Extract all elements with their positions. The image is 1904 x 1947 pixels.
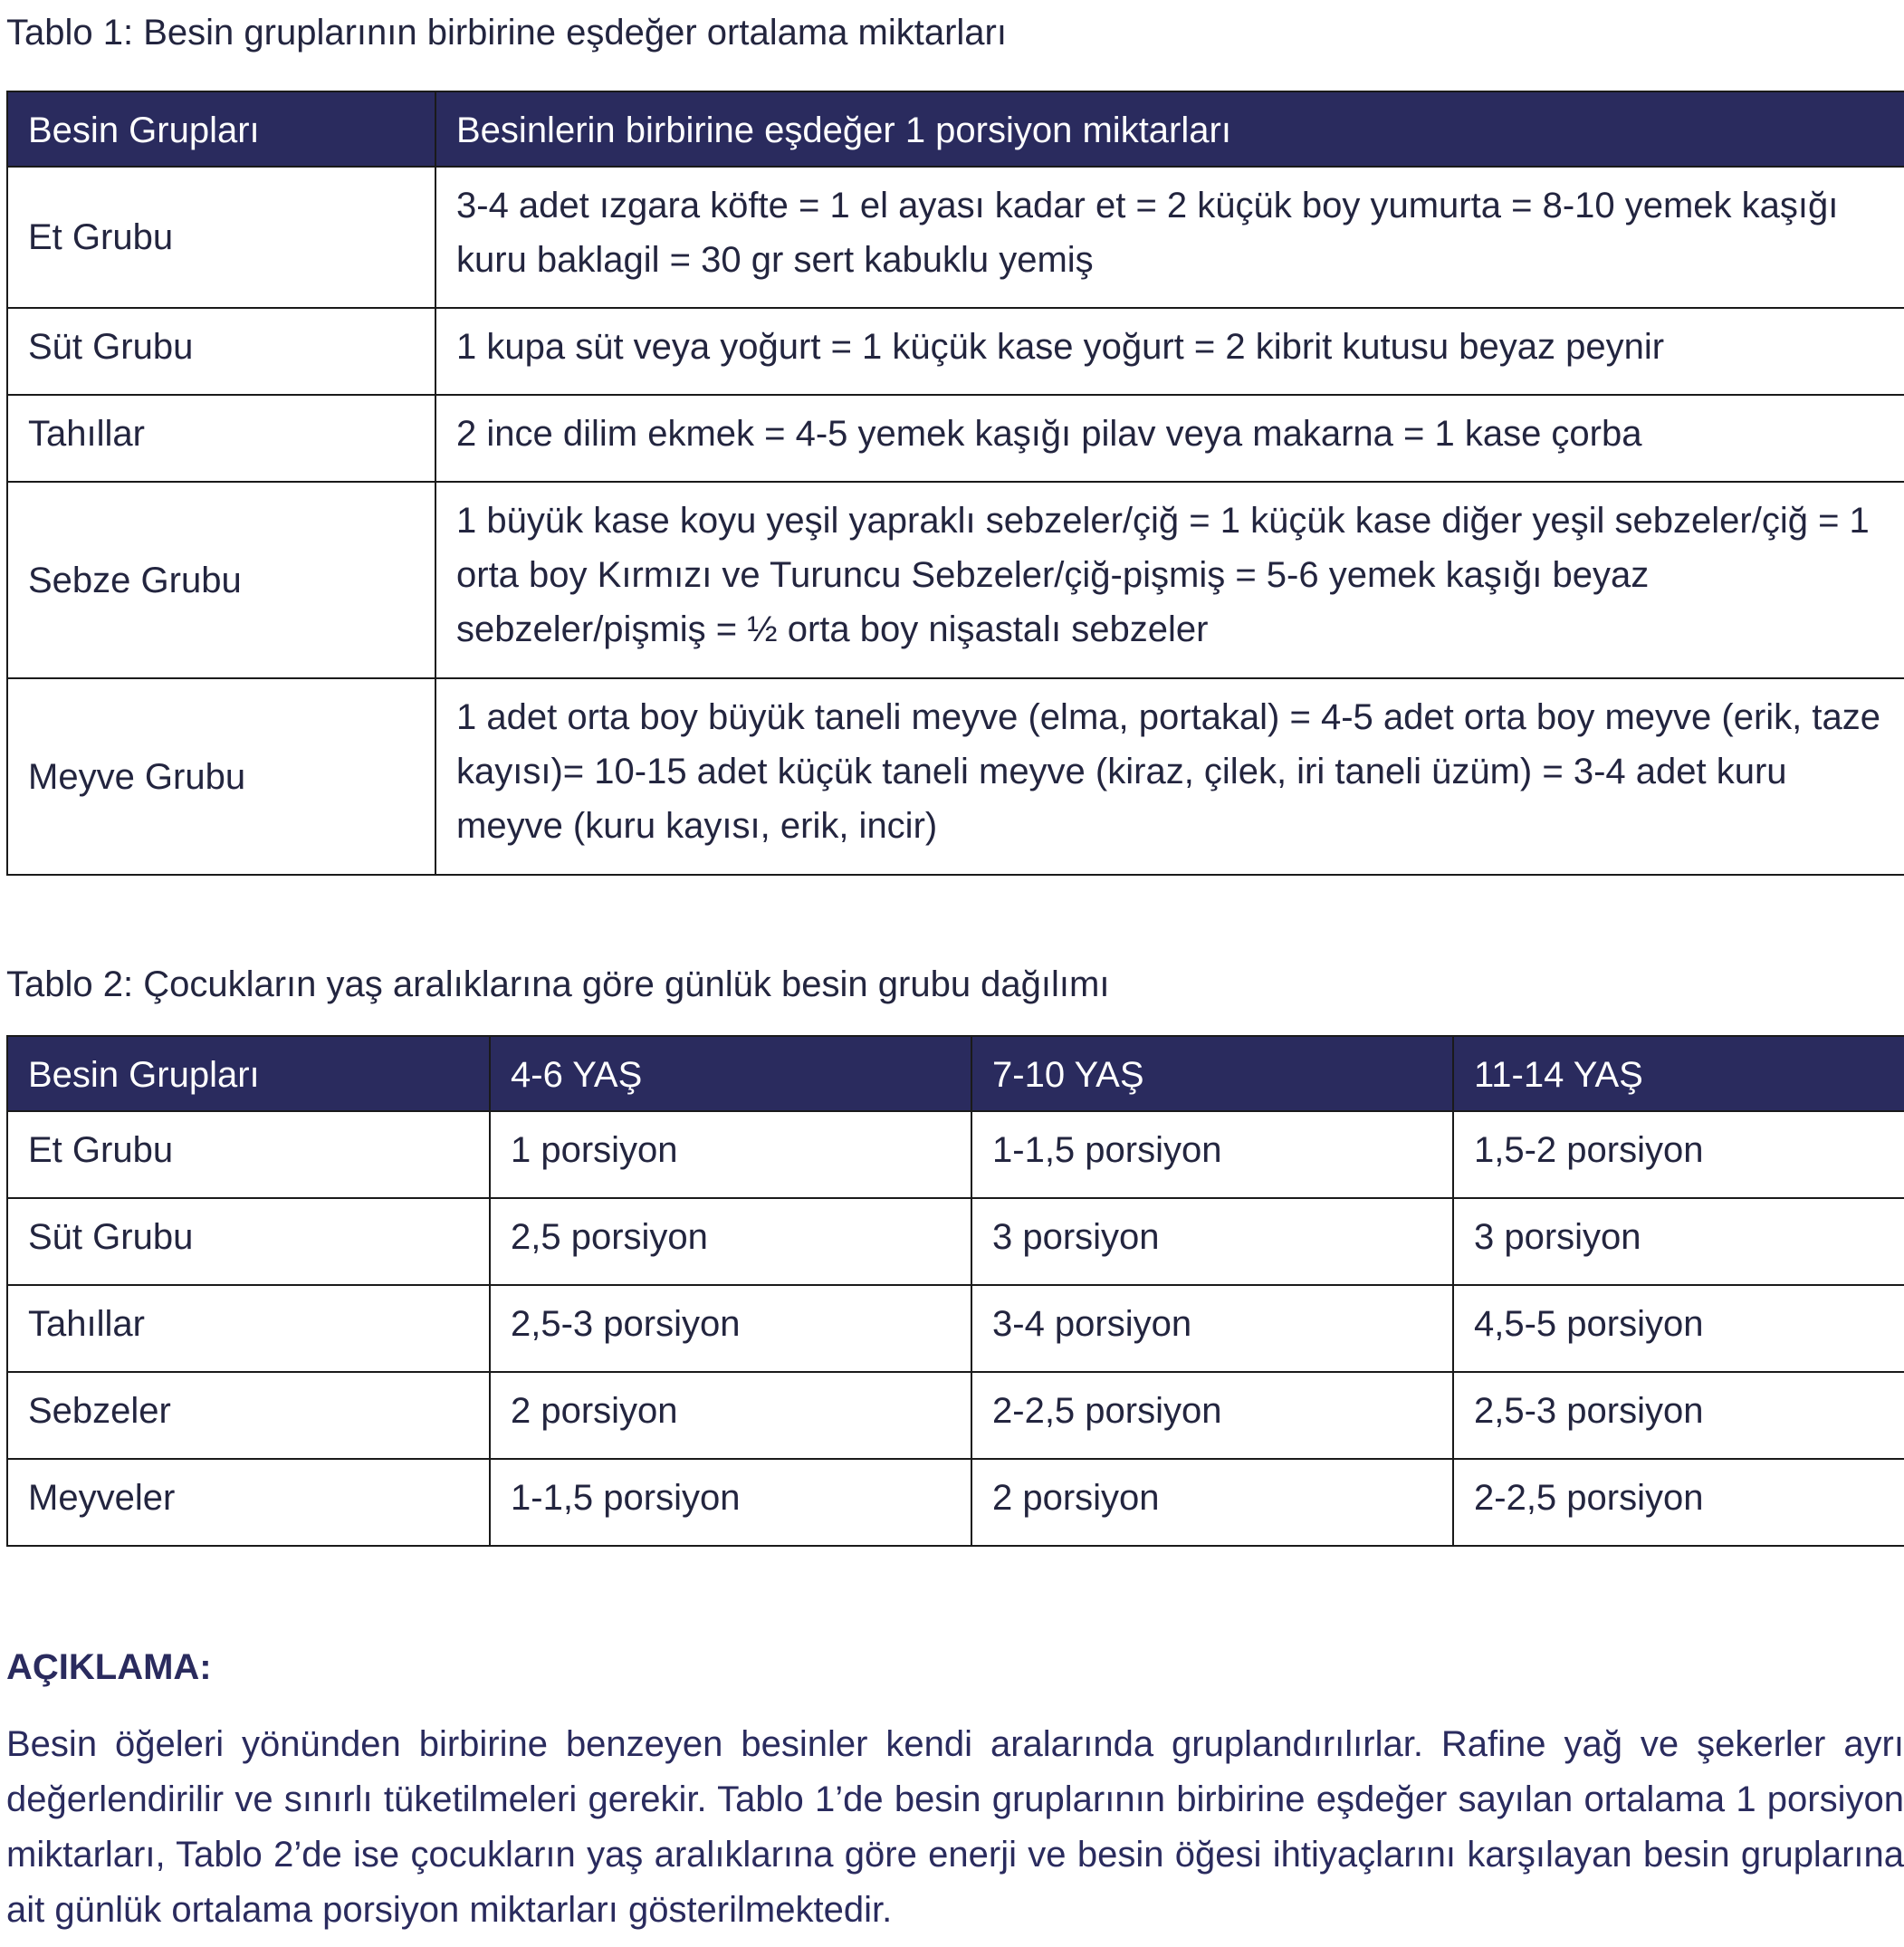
table2-cell: 1,5-2 porsiyon (1453, 1111, 1904, 1198)
table-row (7, 1372, 1904, 1459)
table2-cell: 2-2,5 porsiyon (971, 1372, 1453, 1459)
table2-cell: 2,5-3 porsiyon (1453, 1372, 1904, 1459)
table-row (7, 1459, 1904, 1546)
table2-cell: 2,5-3 porsiyon (490, 1285, 971, 1372)
table-row (7, 1198, 1904, 1285)
table2-cell: 1 porsiyon (490, 1111, 971, 1198)
table1-cell-group: Süt Grubu (7, 308, 435, 395)
table1-cell-amount: 1 kupa süt veya yoğurt = 1 küçük kase yoğurt = 2 kibrit kutusu beyaz peynir (435, 308, 1904, 395)
table2-cell: 3-4 porsiyon (971, 1285, 1453, 1372)
explanation-heading: AÇIKLAMA: (6, 1647, 212, 1687)
table2-cell: Meyveler (7, 1459, 490, 1546)
table2 (6, 1035, 1904, 1547)
table2-cell: Et Grubu (7, 1111, 490, 1198)
table-row (7, 1111, 1904, 1198)
table-row (7, 678, 1904, 875)
table2-cell: 2 porsiyon (490, 1372, 971, 1459)
table1-cell-group: Tahıllar (7, 395, 435, 482)
table1-cell-group: Sebze Grubu (7, 482, 435, 678)
explanation-paragraph: Besin öğeleri yönünden birbirine benzeyen besinler kendi aralarında gruplandırılırlar. Rafine yağ ve şekerler ayrı değerlendirilir ve sınırlı tüketilmeleri gerekir. Tablo 1’de besin gruplarının birbirine eşdeğer sayılan ortalama 1 porsiyon miktarları, Tablo 2’de ise çocukların yaş aralıklarına göre enerji ve besin öğesi ihtiyaçlarını karşılayan besin gruplarına ait günlük ortalama porsiyon miktarları gösterilmektedir. (6, 1724, 1904, 1930)
table1-cell-amount: 3-4 adet ızgara köfte = 1 el ayası kadar et = 2 küçük boy yumurta = 8-10 yemek kaşığı kuru baklagil = 30 gr sert kabuklu yemiş (435, 167, 1904, 308)
table2-cell: Süt Grubu (7, 1198, 490, 1285)
table2-header-age-4-6: 4-6 YAŞ (490, 1036, 971, 1111)
table1-cell-amount: 2 ince dilim ekmek = 4-5 yemek kaşığı pilav veya makarna = 1 kase çorba (435, 395, 1904, 482)
table2-cell: Tahıllar (7, 1285, 490, 1372)
table2-cell: Sebzeler (7, 1372, 490, 1459)
table2-cell: 1-1,5 porsiyon (490, 1459, 971, 1546)
table2-cell: 4,5-5 porsiyon (1453, 1285, 1904, 1372)
table1 (6, 91, 1904, 876)
table1-header-group: Besin Grupları (7, 91, 435, 167)
table2-cell: 3 porsiyon (971, 1198, 1453, 1285)
table2-header-row (7, 1036, 1904, 1111)
table1-cell-amount: 1 adet orta boy büyük taneli meyve (elma, portakal) = 4-5 adet orta boy meyve (erik, taze kayısı)= 10-15 adet küçük taneli meyve (kiraz, çilek, iri taneli üzüm) = 3-4 adet kuru meyve (kuru kayısı, erik, incir) (435, 678, 1904, 875)
table-row (7, 395, 1904, 482)
table1-header-row (7, 91, 1904, 167)
table2-cell: 3 porsiyon (1453, 1198, 1904, 1285)
table-row (7, 1285, 1904, 1372)
table-row (7, 482, 1904, 678)
table2-caption: Tablo 2: Çocukların yaş aralıklarına göre günlük besin grubu dağılımı (6, 964, 1110, 1004)
table2-cell: 1-1,5 porsiyon (971, 1111, 1453, 1198)
table1-cell-group: Et Grubu (7, 167, 435, 308)
table2-cell: 2,5 porsiyon (490, 1198, 971, 1285)
table2-cell: 2-2,5 porsiyon (1453, 1459, 1904, 1546)
table1-cell-group: Meyve Grubu (7, 678, 435, 875)
table2-header-age-7-10: 7-10 YAŞ (971, 1036, 1453, 1111)
table-row (7, 167, 1904, 308)
table1-header-amount: Besinlerin birbirine eşdeğer 1 porsiyon miktarları (435, 91, 1904, 167)
table-row (7, 308, 1904, 395)
table1-cell-amount: 1 büyük kase koyu yeşil yapraklı sebzeler/çiğ = 1 küçük kase diğer yeşil sebzeler/çiğ = 1 orta boy Kırmızı ve Turuncu Sebzeler/çiğ-pişmiş = 5-6 yemek kaşığı beyaz sebzeler/pişmiş = ½ orta boy nişastalı sebzeler (435, 482, 1904, 678)
table2-header-age-11-14: 11-14 YAŞ (1453, 1036, 1904, 1111)
table2-header-group: Besin Grupları (7, 1036, 490, 1111)
table1-caption: Tablo 1: Besin gruplarının birbirine eşdeğer ortalama miktarları (6, 13, 1007, 53)
table2-cell: 2 porsiyon (971, 1459, 1453, 1546)
